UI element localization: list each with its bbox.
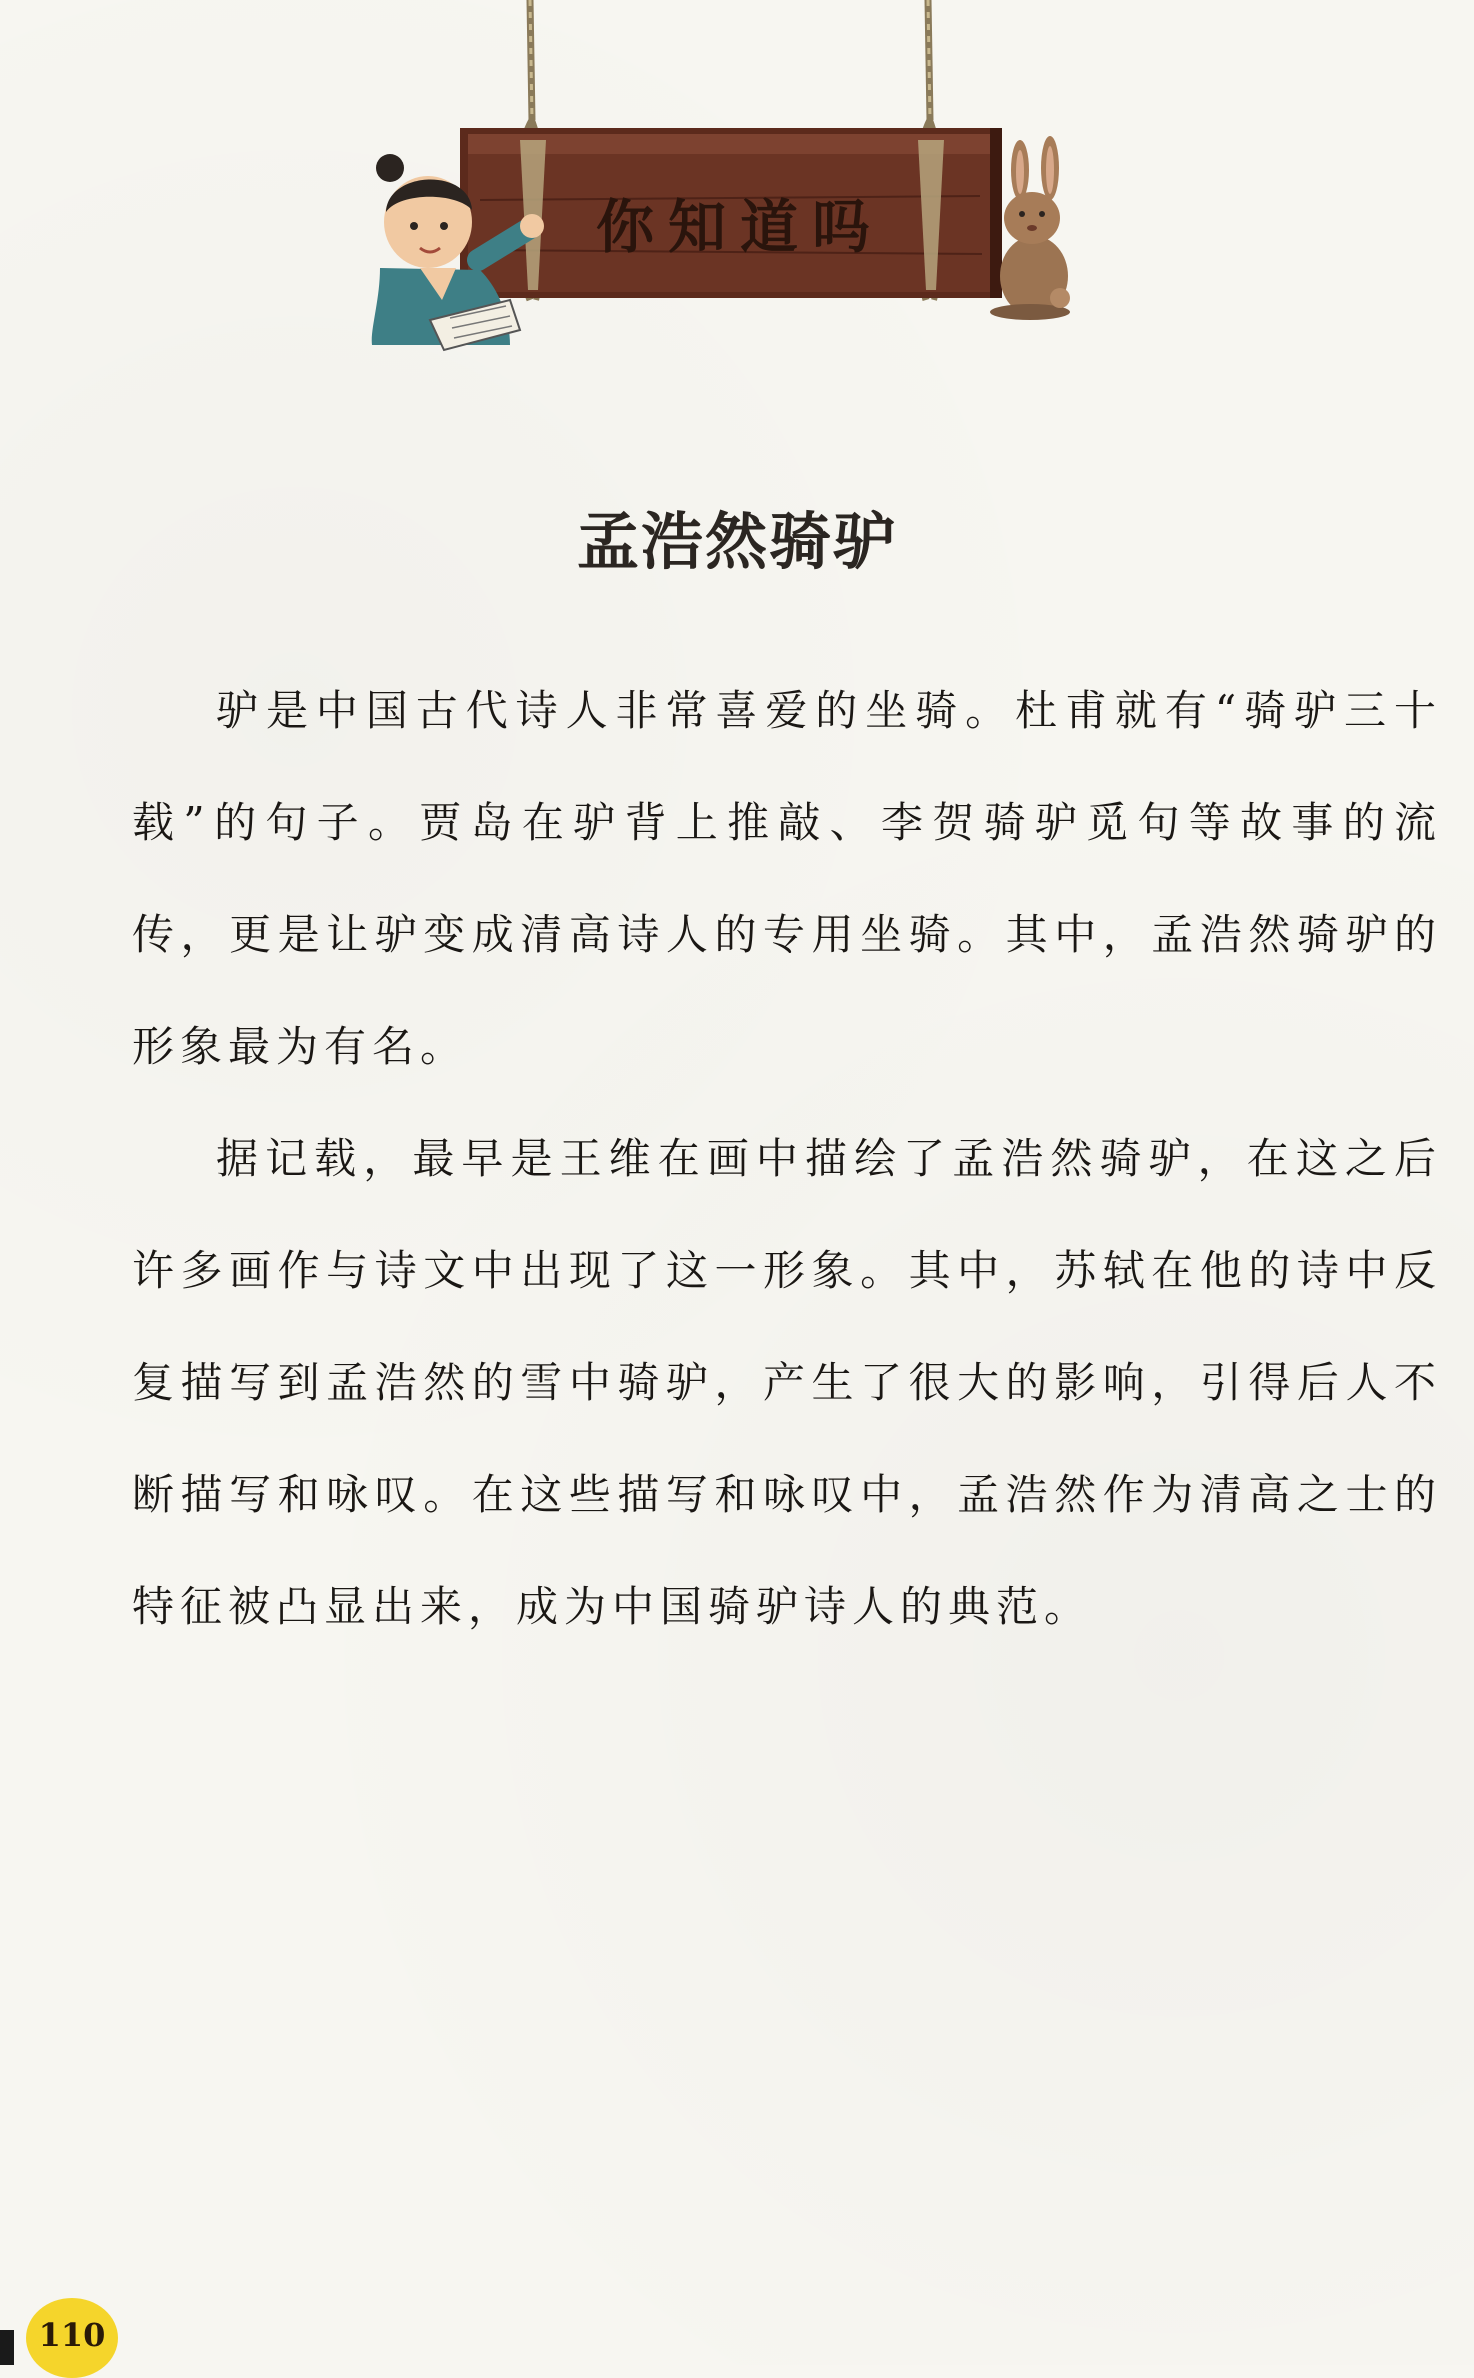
- paragraph-2: 据记载，最早是王维在画中描绘了孟浩然骑驴，在这之后许多画作与诗文中出现了这一形象。其中，苏轼在他的诗中反复描写到孟浩然的雪中骑驴，产生了很大的影响，引得后人不断描写和咏叹。在这些描写和咏叹中，孟浩然作为清高之士的特征被凸显出来，成为中国骑驴诗人的典范。: [132, 1134, 1442, 1631]
- paragraph-1: 驴是中国古代诗人非常喜爱的坐骑。杜甫就有“骑驴三十载”的句子。贾岛在驴背上推敲、李贺骑驴觅句等故事的流传，更是让驴变成清高诗人的专用坐骑。其中，孟浩然骑驴的形象最为有名。: [132, 686, 1442, 1071]
- page-corner-mark: [0, 2330, 14, 2365]
- article-title: 孟浩然骑驴: [576, 504, 897, 578]
- page-number-badge: 110: [26, 2298, 118, 2378]
- sign-label: 你知道吗: [595, 193, 884, 261]
- article-body: [132, 655, 1442, 1663]
